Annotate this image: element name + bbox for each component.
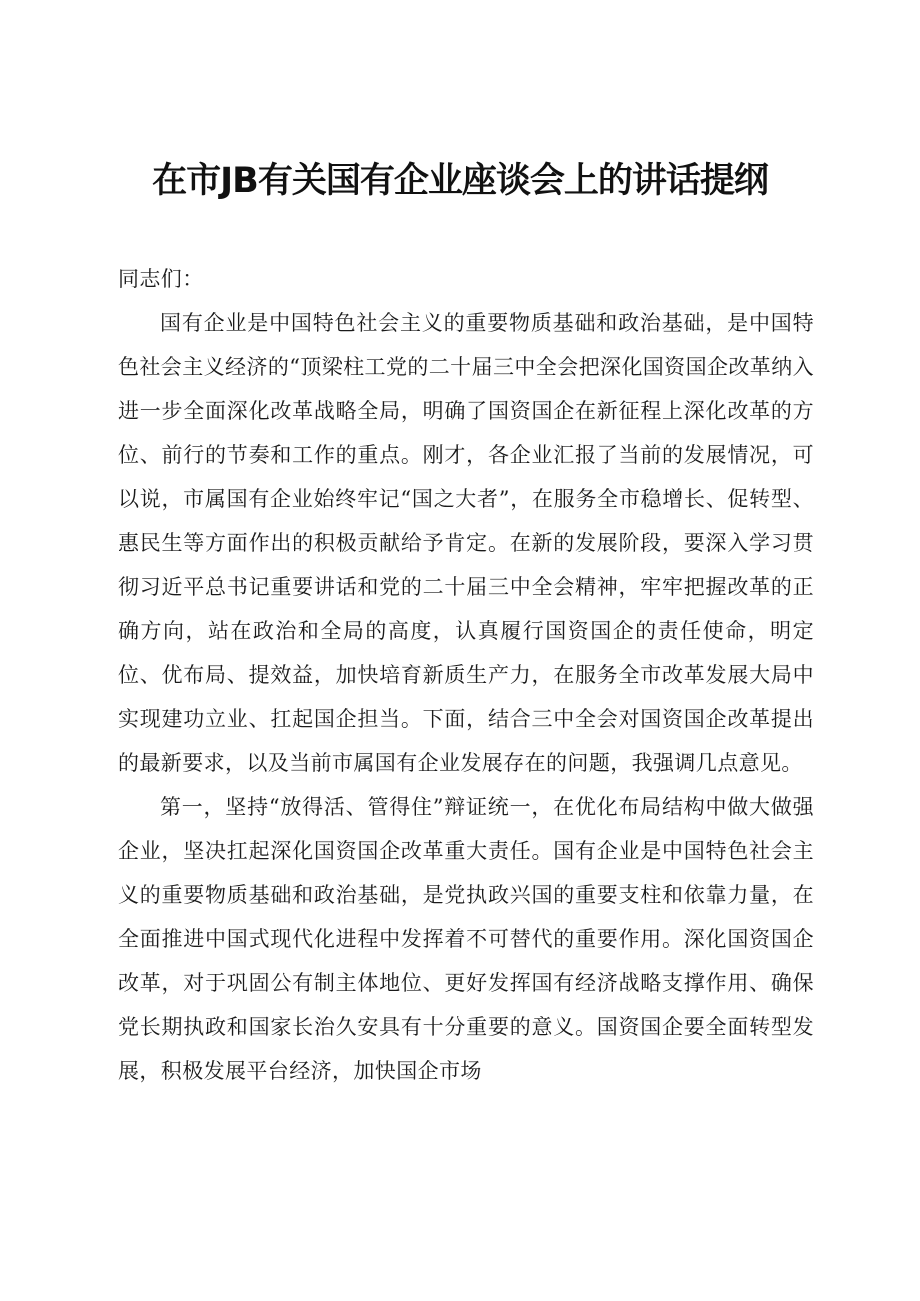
document-title: 在市JB有关国有企业座谈会上的讲话提纲 bbox=[152, 161, 768, 201]
salutation: 同志们： bbox=[118, 267, 204, 291]
document-body bbox=[118, 257, 814, 1093]
body-paragraph-1: 国有企业是中国特色社会主义的重要物质基础和政治基础，是中国特色社会主义经济的“顶梁柱工党的二十届三中全会把深化国资国企改革纳入进一步全面深化改革战略全局，明确了国资国企在新征程上深化改革的方位、前行的节奏和工作的重点。刚才，各企业汇报了当前的发展情况，可以说，市属国有企业始终牢记“国之大者”，在服务全市稳增长、促转型、惠民生等方面作出的积极贡献给予肯定。在新的发展阶段，要深入学习贯彻习近平总书记重要讲话和党的二十届三中全会精神，牢牢把握改革的正确方向，站在政治和全局的高度，认真履行国资国企的责任使命，明定位、优布局、提效益，加快培育新质生产力，在服务全市改革发展大局中实现建功立业、扛起国企担当。下面，结合三中全会对国资国企改革提出的最新要求，以及当前市属国有企业发展存在的问题，我强调几点意见。 bbox=[118, 311, 814, 775]
body-paragraph-2: 第一，坚持“放得活、管得住”辩证统一，在优化布局结构中做大做强企业，坚决扛起深化国资国企改革重大责任。国有企业是中国特色社会主义的重要物质基础和政治基础，是党执政兴国的重要支柱和依靠力量，在全面推进中国式现代化进程中发挥着不可替代的重要作用。深化国资国企改革，对于巩固公有制主体地位、更好发挥国有经济战略支撑作用、确保党长期执政和国家长治久安具有十分重要的意义。国资国企要全面转型发展，积极发展平台经济，加快国企市场 bbox=[118, 795, 814, 1083]
